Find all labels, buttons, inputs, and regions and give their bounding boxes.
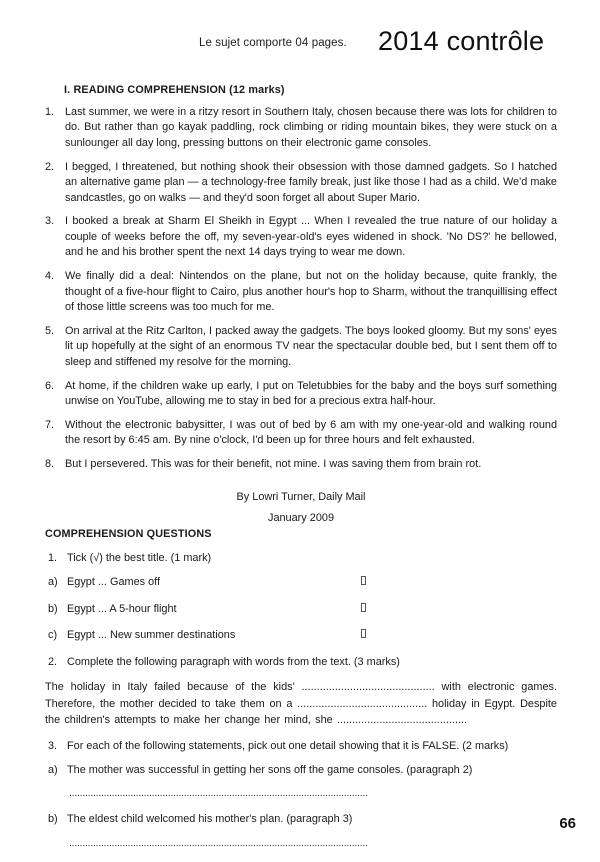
comprehension-questions-section (45, 528, 557, 862)
question-3-item-a (45, 763, 557, 778)
paragraph-number: 4. (45, 270, 55, 283)
paragraph-text: Without the electronic babysitter, I was out of bed by 6 am with my one-year-old and walking round the resort by 6:45 am. By nine o'clock, I'd been up for three hours and felt exhausted. (65, 418, 557, 447)
option-marker: a) (48, 576, 58, 589)
question-1 (45, 551, 557, 566)
question-1-option-b[interactable] (45, 602, 557, 617)
question-3 (45, 739, 557, 754)
option-label: Egypt ... A 5-hour flight (67, 602, 177, 615)
question-1-option-a[interactable] (45, 575, 557, 590)
reading-comprehension-section (45, 84, 557, 529)
question-text: Complete the following paragraph with words from the text. (3 marks) (67, 655, 400, 668)
page-number: 66 (559, 815, 576, 832)
exam-title: 2014 contrôle (378, 26, 545, 56)
paragraph-number: 1. (45, 106, 55, 118)
paragraph-text: I booked a break at Sharm El Sheikh in Egypt ... When I revealed the true nature of our holiday a couple of weeks before the off, my seven-year-old's eyes widened in shock. 'No DS?' he bellowed, and he and his brother spent the next 14 days trying to wear me down. (65, 215, 557, 259)
question-marker: 2. (48, 655, 58, 668)
paragraph-number: 8. (45, 458, 55, 471)
question-marker: 1. (48, 552, 58, 564)
option-marker: c) (48, 629, 58, 642)
option-label: Egypt ... New summer destinations (67, 629, 236, 642)
question-text: For each of the following statements, pick out one detail showing that it is FALSE. (2 marks) (67, 739, 509, 752)
reading-paragraph (45, 324, 557, 370)
reading-paragraph (45, 418, 557, 449)
checkbox-empty-icon[interactable] (361, 576, 366, 585)
item-text: The eldest child welcomed his mother's plan. (paragraph 3) (67, 813, 353, 826)
page-header (0, 26, 600, 80)
reading-section-title: I. READING COMPREHENSION (12 marks) (64, 84, 285, 96)
paragraph-number: 3. (45, 215, 55, 228)
paragraph-number: 6. (45, 379, 55, 392)
paragraph-text: At home, if the children wake up early, I put on Teletubbies for the baby and the boys surf something unwise on YouTube, allowing me to stay in bed for a precious extra half-hour. (65, 379, 557, 407)
reading-paragraph (45, 379, 557, 410)
paragraph-number: 5. (45, 324, 55, 337)
question-1-option-c[interactable] (45, 628, 557, 643)
item-text: The mother was successful in getting her sons off the game consoles. (paragraph 2) (67, 763, 473, 776)
paragraph-text: But I persevered. This was for their benefit, not mine. I was saving them from brain rot. (65, 458, 482, 471)
option-marker: b) (48, 602, 58, 615)
question-text: Tick (√) the best title. (1 mark) (67, 552, 212, 564)
question-2 (45, 655, 557, 670)
author-line: By Lowri Turner, Daily Mail (236, 490, 366, 503)
question-2-gapfill-paragraph[interactable]: The holiday in Italy failed because of the kids' ............................................ with electronic games. Therefore, the mother decided to take them on a ........................................... holiday in Egypt. Despite the children's attempts to make her change her mind, she ........................................... (45, 681, 557, 727)
item-marker: a) (48, 763, 58, 776)
question-marker: 3. (48, 739, 58, 752)
page-count-note: Le sujet comporte 04 pages. (199, 37, 347, 49)
question-3-answer-line-b[interactable]: ................................................................................................................ (69, 836, 368, 849)
reading-paragraph (45, 457, 557, 472)
item-marker: b) (48, 813, 58, 826)
reading-paragraph (45, 105, 557, 151)
paragraph-text: We finally did a deal: Nintendos on the plane, but not on the holiday because, quite frankly, the thought of a five-hour flight to Cairo, plus another hour's hop to Sharm, without the tranquillising effect of those little screens was too much for me. (65, 270, 557, 313)
paragraph-text: I begged, I threatened, but nothing shook their obsession with those damned gadgets. So I hatched an alternative game plan — a technology-free family break, just like those I had as a child. We'd make sandcastles, go on walks — and they'd soon forget all about Super Mario. (65, 160, 557, 204)
checkbox-empty-icon[interactable] (361, 603, 366, 612)
reading-paragraph (45, 160, 557, 206)
date-line: January 2009 (268, 511, 334, 524)
checkbox-empty-icon[interactable] (361, 629, 366, 638)
question-3-item-b (45, 812, 557, 827)
reading-paragraph (45, 214, 557, 260)
paragraph-number: 7. (45, 418, 55, 431)
paragraph-text: Last summer, we were in a ritzy resort in Southern Italy, chosen because there was lots for children to do. But rather than go kayak paddling, rock climbing or riding mountain bikes, they were stuck on a sunlounger all day long, pressing buttons on their electronic game consoles. (65, 106, 557, 149)
reading-paragraph (45, 269, 557, 315)
questions-heading: COMPREHENSION QUESTIONS (45, 528, 212, 540)
paragraph-number: 2. (45, 160, 55, 173)
text-attribution (45, 487, 557, 529)
question-3-answer-line-a[interactable]: ................................................................................................................ (69, 787, 368, 800)
option-label: Egypt ... Games off (67, 576, 161, 589)
paragraph-text: On arrival at the Ritz Carlton, I packed away the gadgets. The boys looked gloomy. But my sons' eyes lit up hopefully at the sight of an enormous TV near the spectacular double bed, but I sent them off to sleep and stiffened my resolve for the morning. (65, 324, 557, 368)
